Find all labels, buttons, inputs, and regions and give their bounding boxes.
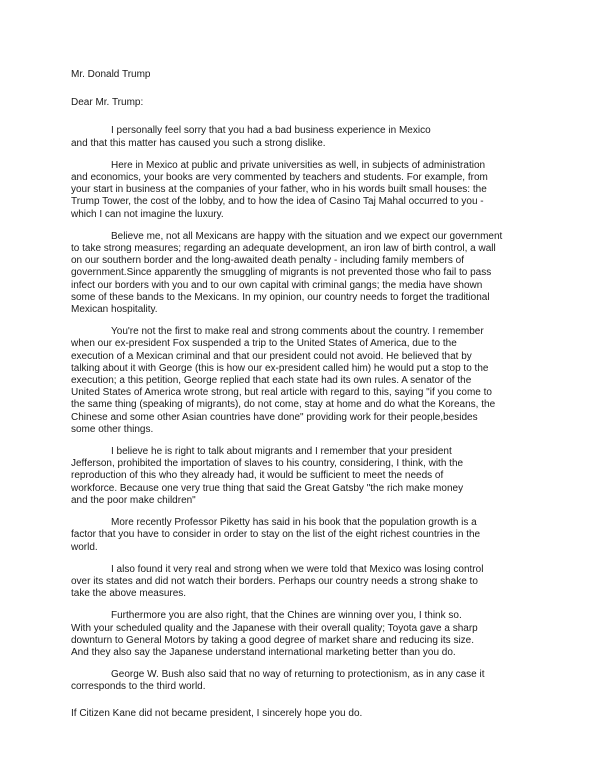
paragraph-line: I believe he is right to talk about migrants and I remember that your president (111, 446, 452, 458)
paragraph-line: over its states and did not watch their borders. Perhaps our country needs a strong shake to (71, 575, 478, 587)
paragraph-line: reproduction of this who they already had, it would be sufficient to meet the needs of (71, 470, 444, 482)
paragraph-line: Chinese and some other Asian countries have done" providing work for their people,besides (71, 411, 478, 423)
paragraph-line: to take strong measures; regarding an adequate development, an iron law of birth control, a wall (71, 243, 496, 255)
paragraph-line: some other things. (71, 423, 154, 435)
letter-paragraph (71, 160, 531, 221)
paragraph-line: corresponds to the third world. (71, 681, 206, 693)
paragraph-line: United States of America wrote strong, but real article with regard to this, saying "if you come to (71, 387, 492, 399)
paragraph-line: talking about it with George (this is how our ex-president called him) he would put a stop to the (71, 362, 489, 374)
letter-paragraph (71, 517, 531, 554)
paragraph-line: the same thing (speaking of migrants), do not come, stay at home and do what the Koreans, the (71, 399, 496, 411)
paragraph-line: factor that you have to consider in order to stay on the list of the eight richest countries in the (71, 529, 481, 541)
paragraph-line: And they also say the Japanese understand international marketing better than you do. (71, 646, 456, 658)
paragraph-line: Mexican hospitality. (71, 304, 158, 316)
paragraph-line: your start in business at the companies of your father, who in his words built small houses: the (71, 184, 487, 196)
paragraph-line: when our ex-president Fox suspended a trip to the United States of America, due to the (71, 338, 457, 350)
paragraph-line: Jefferson, prohibited the importation of slaves to his country, considering, I think, with the (71, 458, 464, 470)
letter-paragraph (71, 446, 531, 507)
paragraph-line: downturn to General Motors by taking a good degree of market share and reducing its size. (71, 634, 475, 646)
letter-paragraph (71, 564, 531, 601)
paragraph-line: More recently Professor Piketty has said in his book that the population growth is a (111, 517, 477, 529)
paragraph-line: I personally feel sorry that you had a bad business experience in Mexico (111, 125, 431, 137)
paragraph-line: world. (71, 541, 98, 553)
paragraph-line: execution of a Mexican criminal and that our president could not avoid. He believed that by (71, 350, 472, 362)
paragraph-line: You're not the first to make real and strong comments about the country. I remember (111, 326, 484, 338)
letter-paragraph (71, 669, 531, 693)
paragraph-line: Furthermore you are also right, that the Chines are winning over you, I think so. (111, 610, 462, 622)
letter-paragraph (71, 610, 531, 659)
paragraph-line: execution; a this petition, George replied that each state had its own rules. A senator of the (71, 375, 472, 387)
paragraph-line: With your scheduled quality and the Japanese with their overall quality; Toyota gave a sharp (71, 622, 478, 634)
paragraph-line: workforce. Because one very true thing that said the Great Gatsby "the rich make money (71, 482, 464, 494)
paragraph-line: George W. Bush also said that no way of returning to protectionism, as in any case it (111, 669, 485, 681)
letter-paragraph (71, 125, 531, 149)
paragraph-line: I also found it very real and strong when we were told that Mexico was losing control (111, 563, 484, 575)
paragraph-line: some of these bands to the Mexicans. In my opinion, our country needs to forget the traditional (71, 291, 490, 303)
letter-body (71, 69, 531, 720)
letter-paragraph (71, 231, 531, 316)
paragraph-line: Believe me, not all Mexicans are happy with the situation and we expect our government (111, 230, 503, 242)
closing-line: If Citizen Kane did not became president, I sincerely hope you do. (71, 707, 363, 719)
letter-paragraphs (71, 125, 531, 693)
paragraph-line: and the poor make children" (71, 494, 196, 506)
paragraph-line: Trump Tower, the cost of the lobby, and to how the idea of Casino Taj Mahal occurred to you - (71, 196, 484, 208)
paragraph-line: and that this matter has caused you such a strong dislike. (71, 137, 326, 149)
paragraph-line: which I can not imagine the luxury. (71, 208, 224, 220)
paragraph-line: Here in Mexico at public and private universities as well, in subjects of administration (111, 159, 486, 171)
paragraph-line: government.Since apparently the smuggling of migrants is not prevented those who fail to pass (71, 267, 492, 279)
greeting-line: Dear Mr. Trump: (71, 97, 144, 109)
paragraph-line: take the above measures. (71, 588, 187, 600)
letter-paragraph (71, 326, 531, 436)
paragraph-line: and economics, your books are very commented by teachers and students. For example, from (71, 172, 488, 184)
paragraph-line: on our southern border and the long-awaited death penalty - including family members of (71, 255, 465, 267)
recipient-line: Mr. Donald Trump (71, 69, 151, 80)
paragraph-line: infect our borders with you and to our own capital with criminal gangs; the media have shown (71, 279, 483, 291)
